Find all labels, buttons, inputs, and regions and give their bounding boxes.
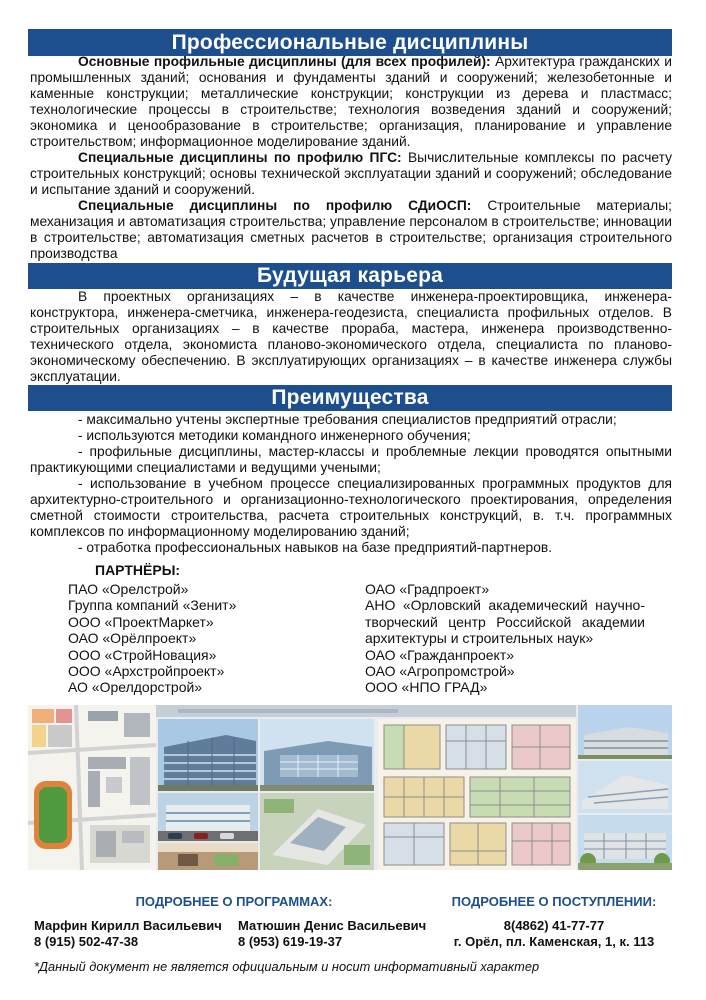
career-paragraph: В проектных организациях – в качестве инженера-проектировщика, инженера-конструктора, инженера-сметчика, инженера-геодезиста, специалиста профильных отделов. В строительных организациях – в качестве прораба, мастера, инженера производственно-технического отдела, экономиста планово-экономического отдела, специалиста по планово-экономическому обеспечению. В эксплуатирующих организациях – в качестве инженера службы эксплуатации. <box>30 289 672 384</box>
career-banner: Будущая карьера <box>28 263 672 289</box>
programs-heading: ПОДРОБНЕЕ О ПРОГРАММАХ: <box>135 894 333 909</box>
partner-item: ОАО «Орёлпроект» <box>68 630 197 647</box>
sdiosp-disciplines-paragraph <box>30 198 672 262</box>
partner-item: ООО «СтройНовация» <box>68 646 217 663</box>
advantages-list <box>30 412 672 556</box>
site-plan-image-shape <box>96 831 116 857</box>
partner-item: ООО «Архстройпроект» <box>68 663 225 680</box>
core-disciplines-lead: Основные профильные дисциплины (для всех профилей): <box>78 54 491 69</box>
contact-marfin <box>34 918 222 950</box>
site-plan-image-shape <box>88 711 118 721</box>
contact-matyushin <box>238 918 426 950</box>
advantage-item: - максимально учтены экспертные требования специалистов предприятий отрасли; <box>78 412 617 427</box>
partner-item: ООО «НПО ГРАД» <box>365 679 488 696</box>
campus-render-image <box>260 719 374 791</box>
campus-render-image-shape <box>280 755 358 777</box>
building-photos-image <box>578 705 672 870</box>
aerial-render-image-shape <box>344 845 370 865</box>
partner-item: ПАО «Орелстрой» <box>68 581 189 597</box>
floor-plans-image-shape <box>446 725 506 769</box>
contact-name: Матюшин Денис Васильевич <box>238 918 427 933</box>
site-plan-image-shape <box>106 777 122 793</box>
partner-item: ОАО «Градпроект» <box>365 581 490 597</box>
contact-phone: 8 (915) 502-47-38 <box>34 934 139 949</box>
admission-address: г. Орёл, пл. Каменская, 1, к. 113 <box>453 934 655 949</box>
site-plan-image-shape <box>39 787 67 843</box>
partners-left-column <box>68 581 338 696</box>
admission-contact <box>434 918 674 950</box>
street-render-image-shape <box>168 833 182 839</box>
floor-plans-image-shape <box>512 823 570 865</box>
disclaimer-note: *Данный документ не является официальным и носит информативный характер <box>34 959 540 974</box>
building-photos-image-shape <box>584 833 666 859</box>
site-plan-image <box>28 705 156 870</box>
site-plan-image-shape <box>88 771 100 807</box>
advantage-item: - профильные дисциплины, мастер-классы и проблемные лекции проводятся опытными практикующими специалистами и ведущими учеными; <box>30 444 672 475</box>
admission-heading: ПОДРОБНЕЕ О ПОСТУПЛЕНИИ: <box>451 894 657 909</box>
street-render-image-shape <box>194 833 208 839</box>
partners-right-column <box>365 581 645 696</box>
floor-plans-image-shape <box>384 725 404 769</box>
street-render-image <box>158 793 258 841</box>
admission-phone: 8(4862) 41-77-77 <box>503 918 605 933</box>
building-photos-image-shape <box>578 755 672 759</box>
sdiosp-disciplines-list: Строительные материалы; механизация и автоматизация строительства; управление персоналом в строительстве; инновации в строительстве; автоматизация сметных расчетов в строительстве; организация строительного производства <box>30 198 672 261</box>
partner-item: Группа компаний «Зенит» <box>68 597 237 614</box>
site-plan-image-shape <box>130 757 150 805</box>
floor-plans-image-shape <box>470 777 570 817</box>
core-disciplines-list: Архитектура гражданских и промышленных зданий; основания и фундаменты зданий и сооружений; железобетонные и каменные конструкции; металлические конструкции; конструкции из дерева и пластмасс; технологические процессы в строительстве; технология возведения зданий и сооружений; экономика и ценообразование в строительстве; организация, планирование и управление строительством; информационное моделирование зданий. <box>30 54 672 149</box>
aerial-render-image <box>260 793 374 870</box>
site-plan-image-shape <box>124 713 150 737</box>
partner-item: ОАО «Агропромстрой» <box>365 663 515 680</box>
site-plan-image-shape <box>48 725 72 747</box>
architecture-collage-image <box>28 705 672 870</box>
building-render-image-shape <box>158 785 258 791</box>
site-plan-image-shape <box>122 831 144 843</box>
partner-item: ООО «ПроектМаркет» <box>68 613 214 630</box>
site-plan-image-shape <box>88 757 126 769</box>
campus-render-image-shape <box>260 785 374 791</box>
street-render-image-shape <box>220 833 234 839</box>
career-text <box>30 289 672 385</box>
contact-name: Марфин Кирилл Васильевич <box>34 918 222 933</box>
building-photos-image-shape <box>578 863 672 870</box>
advantage-item: - использование в учебном процессе специализированных программных продуктов для архитектурно-строительного и организационно-технологического проектирования, определения сметной стоимости строительства, расчета строительных конструкций, в. т.ч. программных комплексов по информационному моделированию зданий; <box>30 476 672 539</box>
advantages-banner: Преимущества <box>28 385 672 411</box>
interior-render-image-shape <box>178 854 198 866</box>
site-plan-image-shape <box>32 709 54 723</box>
sdiosp-disciplines-lead: Специальные дисциплины по профилю СДиОСП: <box>78 198 472 213</box>
site-plan-image-shape <box>32 725 46 747</box>
building-render-image <box>158 719 258 791</box>
interior-render-image <box>158 843 258 870</box>
poster-header-band <box>156 705 576 717</box>
floor-plans-image <box>378 719 576 870</box>
poster-header-band-shape <box>178 709 398 713</box>
site-plan-image-shape <box>56 709 72 723</box>
interior-render-image-shape <box>214 854 238 866</box>
partners-title: ПАРТНЁРЫ: <box>95 562 181 578</box>
advantage-item: - используются методики командного инженерного обучения; <box>78 428 471 443</box>
pgs-disciplines-list: Вычислительные комплексы по расчету строительных конструкций; основы технической эксплуатации зданий и сооружений; обследование и испытание зданий и сооружений. <box>30 150 672 197</box>
pgs-disciplines-lead: Специальные дисциплины по профилю ПГС: <box>78 150 402 165</box>
disciplines-text <box>30 54 672 262</box>
partner-item: АО «Орелдорстрой» <box>68 679 203 696</box>
pgs-disciplines-paragraph <box>30 150 672 198</box>
disciplines-banner: Профессиональные дисциплины <box>28 29 672 56</box>
advantage-item: - отработка профессиональных навыков на базе предприятий-партнеров. <box>78 540 553 555</box>
aerial-render-image-shape <box>264 799 294 813</box>
interior-render-image-shape <box>158 843 258 852</box>
street-render-image-shape <box>166 805 250 831</box>
partner-item: ОАО «Гражданпроект» <box>365 646 515 663</box>
partner-item: АНО «Орловский академический научно-творческий центр Российской академии архитектуры и строительных наук» <box>365 597 645 647</box>
contact-phone: 8 (953) 619-19-37 <box>238 934 343 949</box>
core-disciplines-paragraph <box>30 54 672 150</box>
